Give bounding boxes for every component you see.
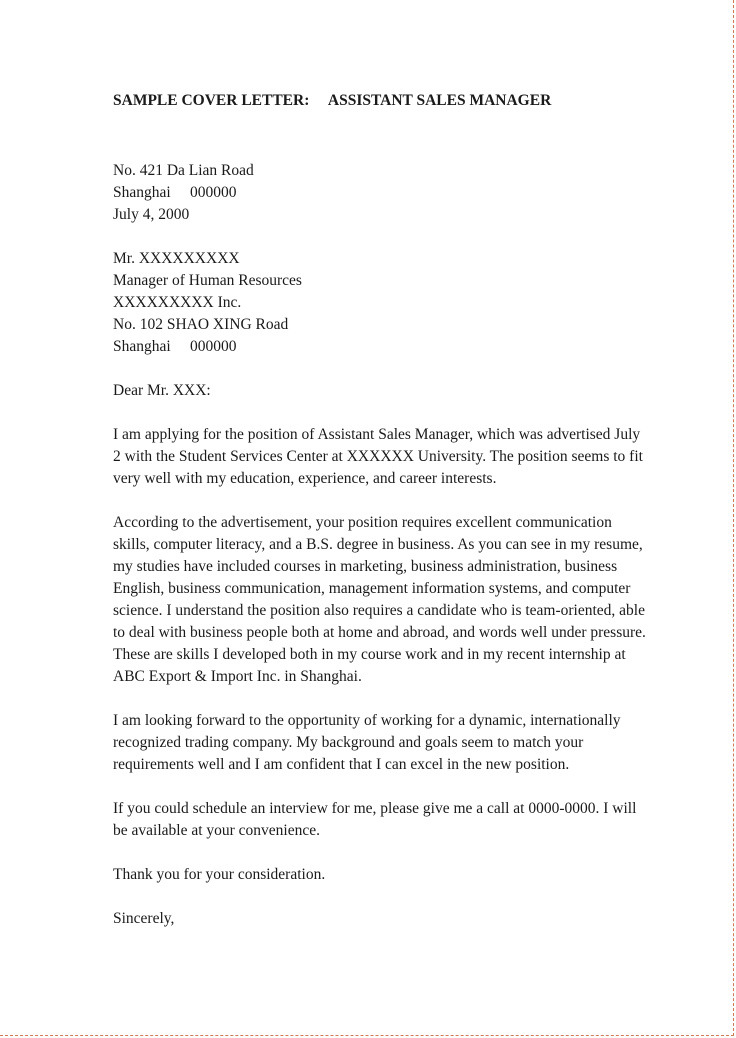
paragraph-line: These are skills I developed both in my course work and in my recent internship at [113, 646, 626, 663]
recipient-address [113, 248, 633, 358]
paragraph-line: If you could schedule an interview for me, please give me a call at 0000-0000. I will [113, 800, 637, 817]
recipient-title: Manager of Human Resources [113, 272, 302, 289]
recipient-company: XXXXXXXXX Inc. [113, 294, 242, 311]
sender-city: Shanghai 000000 [113, 184, 237, 201]
body-paragraph-2 [113, 512, 646, 688]
letter-heading: SAMPLE COVER LETTER: ASSISTANT SALES MANAGER [113, 92, 552, 109]
cover-letter [113, 90, 646, 952]
recipient-name: Mr. XXXXXXXXX [113, 250, 240, 267]
body-paragraph-4 [113, 798, 637, 842]
paragraph-line: Thank you for your consideration. [113, 866, 326, 883]
paragraph-line: ABC Export & Import Inc. in Shanghai. [113, 668, 362, 685]
closing: Sincerely, [113, 910, 175, 927]
paragraph-line: my studies have included courses in marketing, business administration, business [113, 558, 618, 575]
paragraph-line: science. I understand the position also requires a candidate who is team-oriented, able [113, 602, 645, 619]
body-paragraph-5 [113, 864, 633, 886]
letter-date: July 4, 2000 [113, 206, 190, 223]
salutation: Dear Mr. XXX: [113, 382, 211, 399]
body-paragraph-1 [113, 424, 643, 490]
body-paragraph-3 [113, 710, 633, 776]
recipient-street: No. 102 SHAO XING Road [113, 316, 289, 333]
paragraph-line: I am applying for the position of Assistant Sales Manager, which was advertised July [113, 426, 641, 443]
paragraph-line: very well with my education, experience, and career interests. [113, 470, 497, 487]
paragraph-line: English, business communication, management information systems, and computer [113, 580, 631, 597]
paragraph-line: I am looking forward to the opportunity of working for a dynamic, internationally [113, 712, 621, 729]
paragraph-line: According to the advertisement, your position requires excellent communication [113, 514, 612, 531]
recipient-city: Shanghai 000000 [113, 338, 237, 355]
paragraph-line: requirements well and I am confident that I can excel in the new position. [113, 756, 570, 773]
sender-street: No. 421 Da Lian Road [113, 162, 254, 179]
paragraph-line: 2 with the Student Services Center at XXXXXX University. The position seems to fit [113, 448, 643, 465]
paragraph-line: skills, computer literacy, and a B.S. degree in business. As you can see in my resume, [113, 536, 643, 553]
paragraph-line: be available at your convenience. [113, 822, 320, 839]
sender-address [113, 160, 633, 226]
paragraph-line: recognized trading company. My background and goals seem to match your [113, 734, 584, 751]
paragraph-line: to deal with business people both at home and abroad, and words well under pressure. [113, 624, 646, 641]
